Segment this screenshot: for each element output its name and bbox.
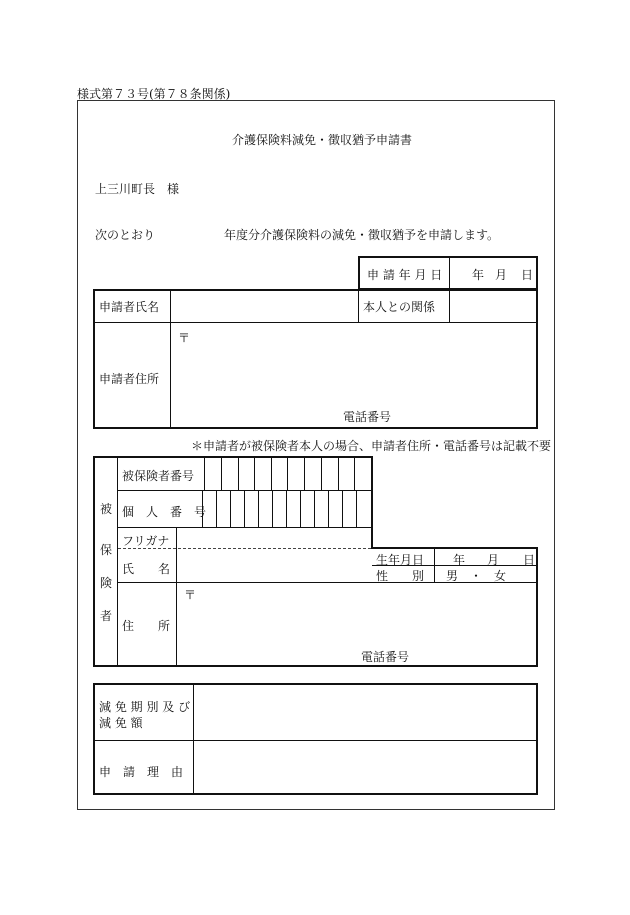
insured-side-char-1: 被 xyxy=(100,502,113,516)
insured-phone-label: 電話番号 xyxy=(361,650,410,664)
insured-postal-mark: 〒 xyxy=(184,588,197,602)
insured-number-cell xyxy=(238,457,239,490)
birth-date-label: 生年月日 xyxy=(376,553,425,567)
insured-address-label: 住 所 xyxy=(122,619,171,633)
applicant-address-label: 申請者住所 xyxy=(99,372,160,386)
insured-name-label: 氏 名 xyxy=(122,562,171,576)
reason-label: 申 請 理 由 xyxy=(99,765,184,779)
insured-top-line xyxy=(93,456,373,458)
intro-left: 次のとおり xyxy=(95,228,156,242)
relation-field[interactable] xyxy=(451,292,536,320)
relation-col-line-1 xyxy=(358,290,359,322)
reduction-label-col-line xyxy=(193,684,194,794)
insured-number-cell xyxy=(321,457,322,490)
furigana-field[interactable] xyxy=(178,530,368,547)
personal-number-cell xyxy=(342,491,343,527)
applicant-row-line xyxy=(94,322,537,323)
insured-address-field[interactable] xyxy=(178,585,534,663)
form-number: 様式第７３号(第７８条関係) xyxy=(77,87,231,101)
insured-name-field[interactable] xyxy=(178,551,370,580)
personal-number-cell xyxy=(272,491,273,527)
date-divider xyxy=(449,257,450,289)
insured-left-line xyxy=(93,456,95,667)
insured-number-col-line xyxy=(204,457,205,490)
furigana-label: フリガナ xyxy=(122,534,170,548)
personal-number-label: 個 人 番 号 xyxy=(122,505,207,519)
personal-number-cell xyxy=(314,491,315,527)
name-label-col-line xyxy=(176,528,177,666)
form-title: 介護保険料減免・徴収猶予申請書 xyxy=(232,133,413,147)
insured-bottom-line xyxy=(93,665,538,667)
applicant-label-col-line xyxy=(170,290,171,428)
birth-sex-col-line xyxy=(434,549,435,582)
sex-label: 性 別 xyxy=(376,569,425,583)
intro-right: 年度分介護保険料の減免・徴収猶予を申請します。 xyxy=(224,228,500,242)
relation-label: 本人との関係 xyxy=(363,300,436,314)
insured-number-cell xyxy=(221,457,222,490)
birth-month[interactable]: 月 xyxy=(487,553,500,567)
sex-options[interactable]: 男 ・ 女 xyxy=(446,569,507,583)
insured-number-cell xyxy=(354,457,355,490)
insured-number-cell xyxy=(338,457,339,490)
applicant-name-label: 申請者氏名 xyxy=(99,300,160,314)
relation-col-line-2 xyxy=(449,290,450,322)
personal-number-col-line xyxy=(202,491,203,527)
applicant-phone-label: 電話番号 xyxy=(343,410,392,424)
insured-number-cell xyxy=(304,457,305,490)
personal-number-cell xyxy=(258,491,259,527)
insured-step-top-line xyxy=(371,547,538,549)
insured-side-col-line xyxy=(117,457,118,666)
application-date-day[interactable]: 日 xyxy=(521,268,534,282)
insured-number-cell xyxy=(254,457,255,490)
addressee: 上三川町長 様 xyxy=(95,182,180,196)
personal-number-cell xyxy=(328,491,329,527)
personal-number-cell xyxy=(244,491,245,527)
application-date-year[interactable]: 年 xyxy=(472,268,485,282)
reduction-period-label-2: 減 免 額 xyxy=(99,716,143,730)
insured-step-line xyxy=(371,456,373,548)
insured-number-cell xyxy=(287,457,288,490)
personal-number-cell xyxy=(356,491,357,527)
insured-number-cell xyxy=(271,457,272,490)
application-date-month[interactable]: 月 xyxy=(495,268,508,282)
reduction-row-line xyxy=(94,740,537,741)
birth-day[interactable]: 日 xyxy=(523,553,536,567)
applicant-note: ＊申請者が被保険者本人の場合、申請者住所・電話番号は記載不要 xyxy=(191,439,552,453)
personal-number-cell xyxy=(216,491,217,527)
personal-number-cell xyxy=(300,491,301,527)
reduction-period-field[interactable] xyxy=(195,686,536,738)
personal-number-cell xyxy=(230,491,231,527)
insured-number-label: 被保険者番号 xyxy=(122,469,195,483)
applicant-postal-mark: 〒 xyxy=(178,331,191,345)
personal-number-cell xyxy=(286,491,287,527)
insured-row-line-2 xyxy=(118,527,371,528)
insured-side-char-3: 険 xyxy=(100,576,113,590)
applicant-name-field[interactable] xyxy=(172,292,356,320)
insured-side-char-4: 者 xyxy=(100,609,113,623)
reduction-period-label-1: 減 免 期 別 及 び xyxy=(99,700,191,714)
application-date-label: 申 請 年 月 日 xyxy=(367,268,443,282)
reason-field[interactable] xyxy=(195,743,536,793)
insured-side-char-2: 保 xyxy=(100,543,113,557)
birth-year[interactable]: 年 xyxy=(453,553,466,567)
